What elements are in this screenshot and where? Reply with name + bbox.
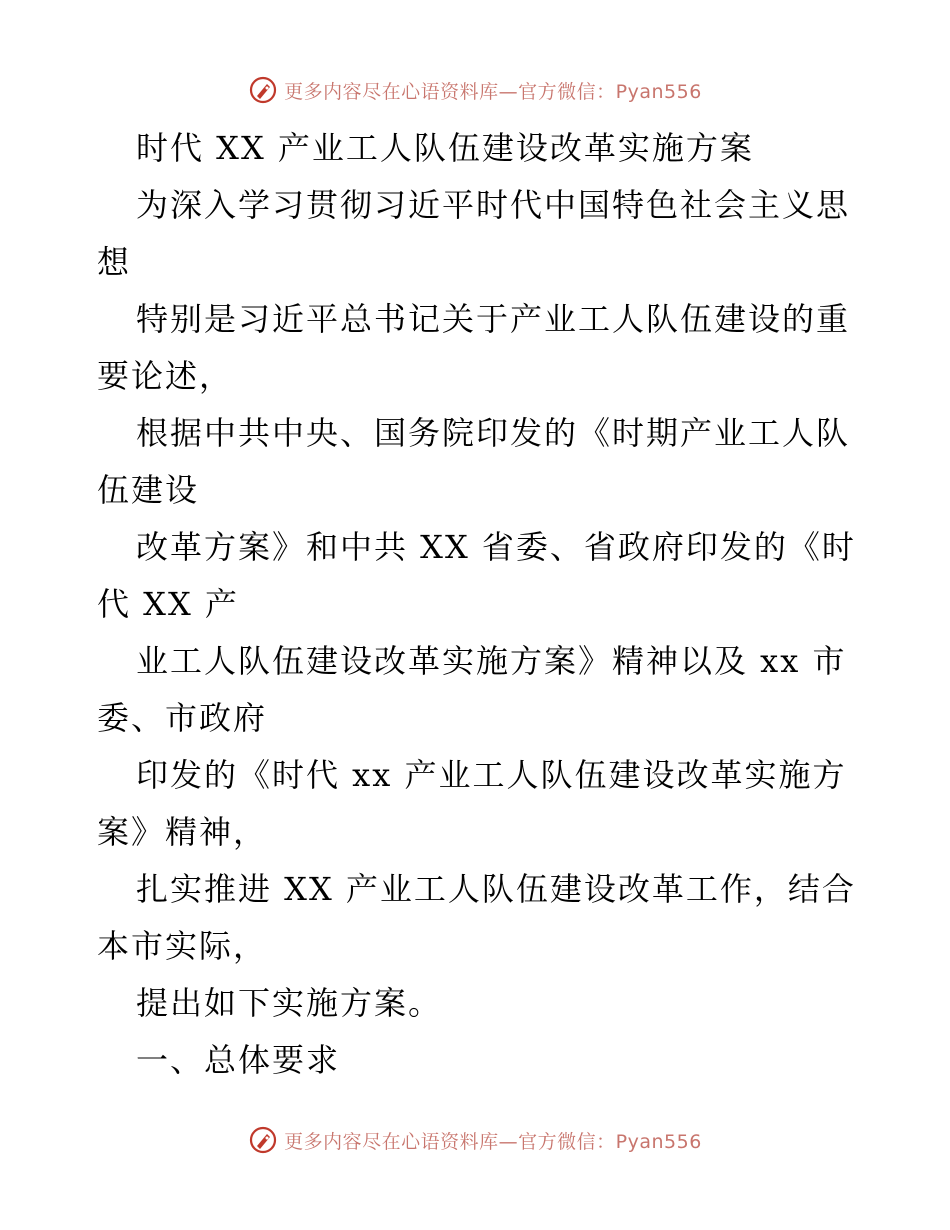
paragraph-line: 案》精神， xyxy=(97,813,268,851)
pen-nib-logo-icon xyxy=(248,1125,278,1155)
footer-banner xyxy=(0,1120,950,1160)
paragraph-line: 要论述， xyxy=(97,357,234,395)
footer-banner-text: 更多内容尽在心语资料库—官方微信：Pyan556 xyxy=(284,1130,702,1153)
paragraph-line: 为深入学习贯彻习近平时代中国特色社会主义思 xyxy=(136,186,851,224)
paragraph-line: 根据中共中央、国务院印发的《时期产业工人队 xyxy=(136,414,851,452)
document-title: 时代 XX 产业工人队伍建设改革实施方案 xyxy=(136,129,754,167)
header-banner-text: 更多内容尽在心语资料库—官方微信：Pyan556 xyxy=(284,80,702,103)
paragraph-line: 想 xyxy=(97,243,132,281)
paragraph-line: 改革方案》和中共 XX 省委、省政府印发的《时 xyxy=(136,528,856,566)
document-body xyxy=(97,120,857,1089)
paragraph-line: 印发的《时代 xx 产业工人队伍建设改革实施方 xyxy=(136,756,847,794)
paragraph-line: 伍建设 xyxy=(97,471,200,509)
paragraph-line: 提出如下实施方案。 xyxy=(136,984,443,1022)
pen-nib-logo-icon xyxy=(248,75,278,105)
header-banner xyxy=(0,70,950,110)
paragraph-line: 扎实推进 XX 产业工人队伍建设改革工作，结合 xyxy=(136,870,856,908)
paragraph-line: 业工人队伍建设改革实施方案》精神以及 xx 市 xyxy=(136,642,847,680)
section-heading: 一、总体要求 xyxy=(136,1041,341,1079)
paragraph-line: 代 XX 产 xyxy=(97,585,239,623)
paragraph-line: 特别是习近平总书记关于产业工人队伍建设的重 xyxy=(136,300,851,338)
paragraph-line: 本市实际， xyxy=(97,927,268,965)
paragraph-line: 委、市政府 xyxy=(97,699,268,737)
